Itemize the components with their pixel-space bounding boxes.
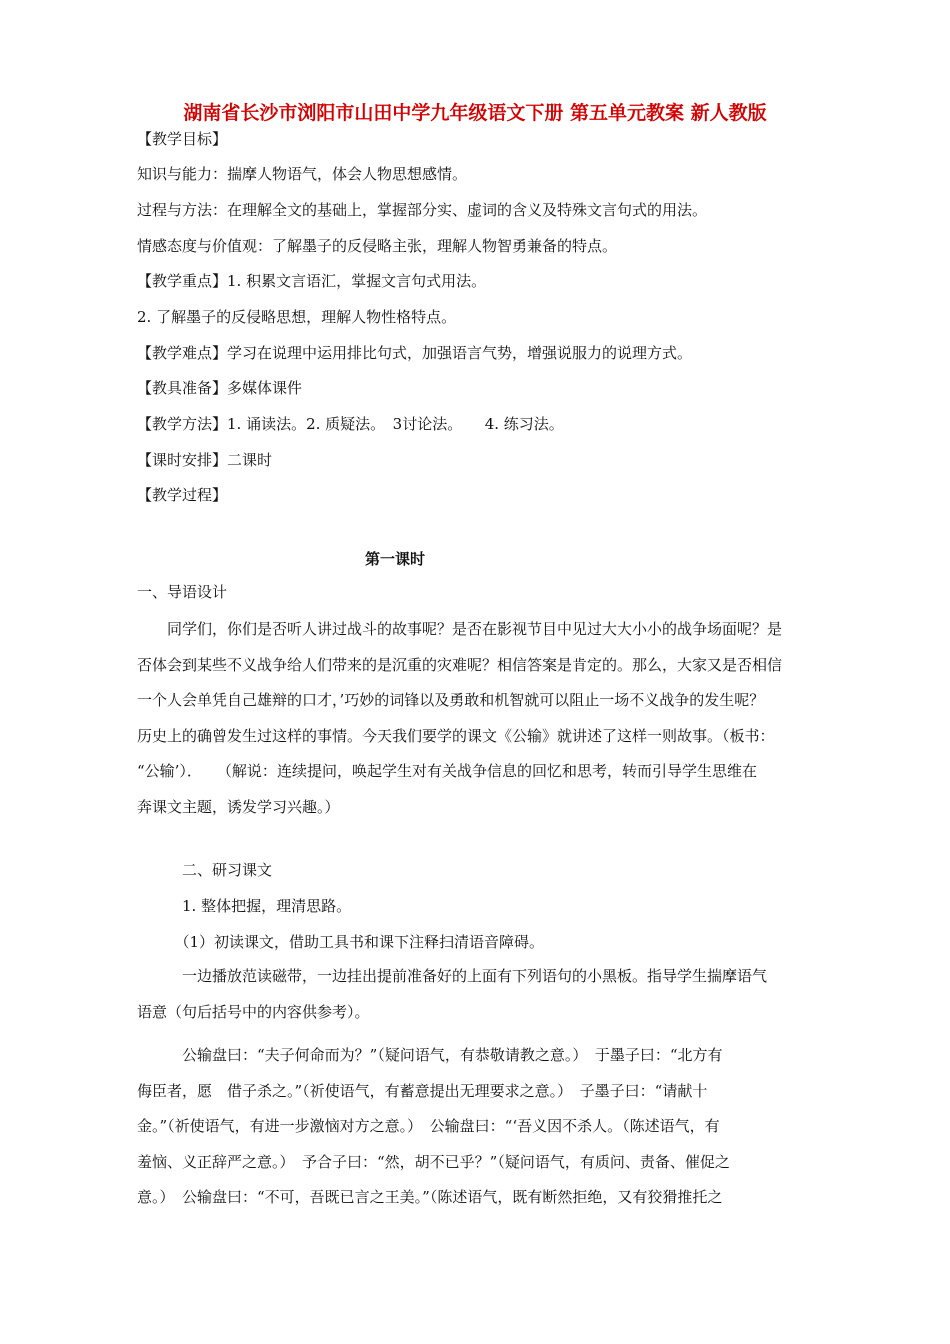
intro-line: 同学们，你们是否听人讲过战斗的故事呢？是否在影视节目中见过大大小小的战争场面呢？是 bbox=[137, 620, 783, 638]
step-first-reading: （1）初读课文，借助工具书和课下注释扫清语音障碍。 bbox=[137, 933, 545, 951]
document-title: 湖南省长沙市浏阳市山田中学九年级语文下册 第五单元教案 新人教版 bbox=[183, 102, 767, 124]
board-line: 一边播放范读磁带，一边挂出提前准备好的上面有下列语句的小黑板。指导学生揣摩语气 bbox=[137, 967, 768, 985]
teaching-tools: 【教具准备】多媒体课件 bbox=[137, 379, 303, 397]
goal-knowledge: 知识与能力：揣摩人物语气，体会人物思想感情。 bbox=[137, 165, 468, 183]
intro-line: 一个人会单凭自己雄辩的口才，’巧妙的词锋以及勇敢和机智就可以阻止一场不义战争的发生呢？ bbox=[137, 691, 765, 709]
dialogue-line: 金。”（祈使语气，有进一步激恼对方之意。） 公输盘曰：“‘吾义因不杀人。（陈述语气，有 bbox=[137, 1117, 720, 1135]
dialogue-line: 意。） 公输盘曰：“不可，吾既已言之王美。”（陈述语气，既有断然拒绝，又有狡猾推托之 bbox=[137, 1188, 723, 1206]
class-schedule: 【课时安排】二课时 bbox=[137, 451, 273, 469]
intro-line: 奔课文主题，诱发学习兴趣。） bbox=[137, 797, 340, 816]
intro-line: 历史上的确曾发生过这样的事情。今天我们要学的课文《公输》就讲述了这样一则故事。（板书： bbox=[137, 726, 775, 745]
teaching-focus: 【教学重点】1. 积累文言语汇，掌握文言句式用法。 bbox=[137, 272, 487, 290]
lesson-heading: 第一课时 bbox=[364, 550, 425, 568]
teaching-goals-heading: 【教学目标】 bbox=[137, 130, 228, 148]
teaching-process-heading: 【教学过程】 bbox=[137, 486, 228, 504]
board-paragraph bbox=[137, 959, 859, 1030]
teaching-methods: 【教学方法】1. 诵读法。2. 质疑法。 3讨论法。 4. 练习法。 bbox=[137, 415, 564, 433]
board-line: 语意（句后括号中的内容供参考）。 bbox=[137, 1002, 370, 1021]
teaching-focus-2: 2. 了解墨子的反侵略思想，理解人物性格特点。 bbox=[137, 308, 457, 326]
dialogue-paragraph bbox=[137, 1038, 859, 1216]
intro-line: 否体会到某些不义战争给人们带来的是沉重的灾难呢？相信答案是肯定的。那么，大家又是否相信 bbox=[137, 655, 783, 674]
goal-attitude: 情感态度与价值观：了解墨子的反侵略主张，理解人物智勇兼备的特点。 bbox=[137, 237, 618, 255]
dialogue-line: 侮臣者，愿 借子杀之。”（祈使语气，有蓄意提出无理要求之意。） 子墨子曰：“请献十 bbox=[137, 1081, 708, 1100]
goal-process: 过程与方法：在理解全文的基础上，掌握部分实、虚词的含义及特殊文言句式的用法。 bbox=[137, 201, 708, 219]
dialogue-line: 公输盘曰：“夫子何命而为？”（疑问语气，有恭敬请教之意。） 于墨子曰：“北方有 bbox=[137, 1046, 723, 1064]
section-study-heading: 二、研习课文 bbox=[137, 861, 273, 879]
intro-paragraph bbox=[137, 612, 859, 825]
teaching-difficulty: 【教学难点】学习在说理中运用排比句式，加强语言气势，增强说服力的说理方式。 bbox=[137, 344, 693, 362]
intro-line: “公输’）． （解说：连续提问，唤起学生对有关战争信息的回忆和思考，转而引导学生思维在 bbox=[137, 762, 757, 780]
dialogue-line: 羞恼、义正辞严之意。） 予合子曰：“然，胡不已乎？”（疑问语气，有质问、责备、催促之 bbox=[137, 1152, 730, 1171]
step-overall: 1. 整体把握，理清思路。 bbox=[137, 897, 352, 915]
section-intro-heading: 一、导语设计 bbox=[137, 583, 228, 601]
